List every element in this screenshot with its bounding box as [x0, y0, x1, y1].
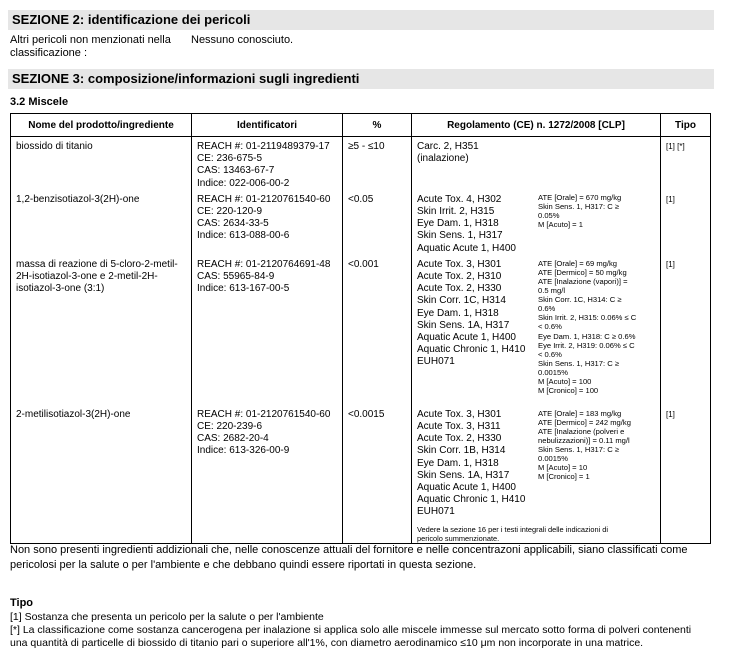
col-header-identifiers: Identificatori: [192, 114, 343, 137]
ingredient-ate: ATE [Orale] = 69 mg/kg ATE [Dermico] = 50 mg/kg ATE [Inalazione (vapori)] = 0.5 mg/l Skin Corr. 1C, H314: C ≥ 0.6% Skin Irrit. 2, H315: 0.06% ≤ C < 0.6% Eye Dam. 1, H318: C ≥ 0.6% Eye Irrit. 2, H319: 0.06% ≤ C < 0.6% Skin Sens. 1, H317: C ≥ 0.0015% M [Acuto] = 100 M [Cronico] = 100: [538, 258, 637, 396]
ingredient-ate: [538, 137, 652, 165]
type-legend-line-1: [1] Sostanza che presenta un pericolo per la salute o per l'ambiente: [10, 611, 324, 623]
ingredient-type: [1]: [666, 259, 675, 269]
ingredient-type: [1] [*]: [666, 142, 685, 151]
other-hazards-label: Altri pericoli non menzionati nella classificazione :: [10, 34, 171, 59]
section-2-heading: SEZIONE 2: identificazione dei pericoli: [8, 10, 714, 30]
ingredient-name: 2-metilisotiazol-3(2H)-one: [16, 408, 131, 420]
ingredient-percent: <0.05: [348, 193, 374, 205]
section-3-heading: SEZIONE 3: composizione/informazioni sugli ingredienti: [8, 69, 714, 89]
ingredient-identifiers: REACH #: 01-2120761540-60 CE: 220-239-6 CAS: 2682-20-4 Indice: 613-326-00-9: [197, 408, 331, 457]
table-row: [11, 190, 711, 255]
table-row: [11, 255, 711, 405]
table-row: [11, 137, 711, 190]
col-header-percent: %: [343, 114, 412, 137]
ingredients-table: [10, 113, 711, 544]
ingredient-name: 1,2-benzisotiazol-3(2H)-one: [16, 193, 140, 205]
ingredient-percent: ≥5 - ≤10: [348, 141, 385, 152]
additional-ingredients-text: Non sono presenti ingredienti addizionali che, nelle conoscenze attuali del fornitore e nelle concentrazoni applicabili, siano classificati come pericolosi per la salute o per l'ambiente e che debbano quindi essere riportati in questa sezione.: [10, 544, 688, 571]
ingredient-percent: <0.001: [348, 258, 379, 270]
ingredient-ate: ATE [Orale] = 670 mg/kg Skin Sens. 1, H317: C ≥ 0.05% M [Acuto] = 1: [538, 192, 622, 230]
ingredient-hazards: Carc. 2, H351 (inalazione): [417, 141, 479, 165]
ingredient-hazards: Acute Tox. 3, H301 Acute Tox. 2, H310 Acute Tox. 2, H330 Skin Corr. 1C, H314 Eye Dam. 1, H318 Skin Sens. 1A, H317 Aquatic Acute 1, H400 Aquatic Chronic 1, H410 EUH071: [417, 258, 526, 368]
ingredient-percent: <0.0015: [348, 408, 385, 420]
col-header-type: Tipo: [661, 114, 711, 137]
other-hazards-value: Nessuno conosciuto.: [191, 34, 294, 46]
ingredient-hazards: Acute Tox. 4, H302 Skin Irrit. 2, H315 Eye Dam. 1, H318 Skin Sens. 1, H317 Aquatic Acute 1, H400: [417, 193, 516, 254]
hazard-statements-note: Vedere la sezione 16 per i testi integrali delle indicazioni di pericolo summenzionate.: [417, 524, 609, 543]
ingredient-identifiers: REACH #: 01-2120761540-60 CE: 220-120-9 CAS: 2634-33-5 Indice: 613-088-00-6: [197, 193, 331, 242]
ingredient-ate: ATE [Orale] = 183 mg/kg ATE [Dermico] = 242 mg/kg ATE [Inalazione (polveri e nebulizzazioni)] = 0.11 mg/l Skin Sens. 1, H317: C ≥ 0.0015% M [Acuto] = 10 M [Cronico] = 1: [538, 408, 631, 482]
ingredient-identifiers: REACH #: 01-2120764691-48 CAS: 55965-84-9 Indice: 613-167-00-5: [197, 258, 331, 295]
table-row: [11, 405, 711, 543]
ingredient-type: [1]: [666, 409, 675, 419]
mixtures-subheading: 3.2 Miscele: [10, 96, 69, 108]
ingredient-identifiers: REACH #: 01-2119489379-17 CE: 236-675-5 CAS: 13463-67-7 Indice: 022-006-00-2: [197, 141, 330, 189]
type-legend-title: Tipo: [10, 597, 34, 609]
ingredient-type: [1]: [666, 194, 675, 204]
table-header-row: [11, 114, 711, 137]
ingredient-hazards: Acute Tox. 3, H301 Acute Tox. 3, H311 Acute Tox. 2, H330 Skin Corr. 1B, H314 Eye Dam. 1, H318 Skin Sens. 1A, H317 Aquatic Acute 1, H400 Aquatic Chronic 1, H410 EUH071: [417, 408, 526, 518]
col-header-name: Nome del prodotto/ingrediente: [11, 114, 192, 137]
ingredient-name: biossido di titanio: [16, 141, 93, 152]
col-header-regulation: Regolamento (CE) n. 1272/2008 [CLP]: [412, 114, 661, 137]
ingredient-name: massa di reazione di 5-cloro-2-metil- 2H-isotiazol-3-one e 2-metil-2H- isotiazol-3-one (3:1): [16, 258, 178, 295]
type-legend-line-2: [*] La classificazione come sostanza cancerogena per inalazione si applica solo alle miscele immesse sul mercato sotto forma di polveri contenenti una quantità di particelle di biossido di titanio pari o superiore all'1%, con diametro aerodinamico ≤10 μm non incorporate in una matrice.: [10, 624, 692, 649]
